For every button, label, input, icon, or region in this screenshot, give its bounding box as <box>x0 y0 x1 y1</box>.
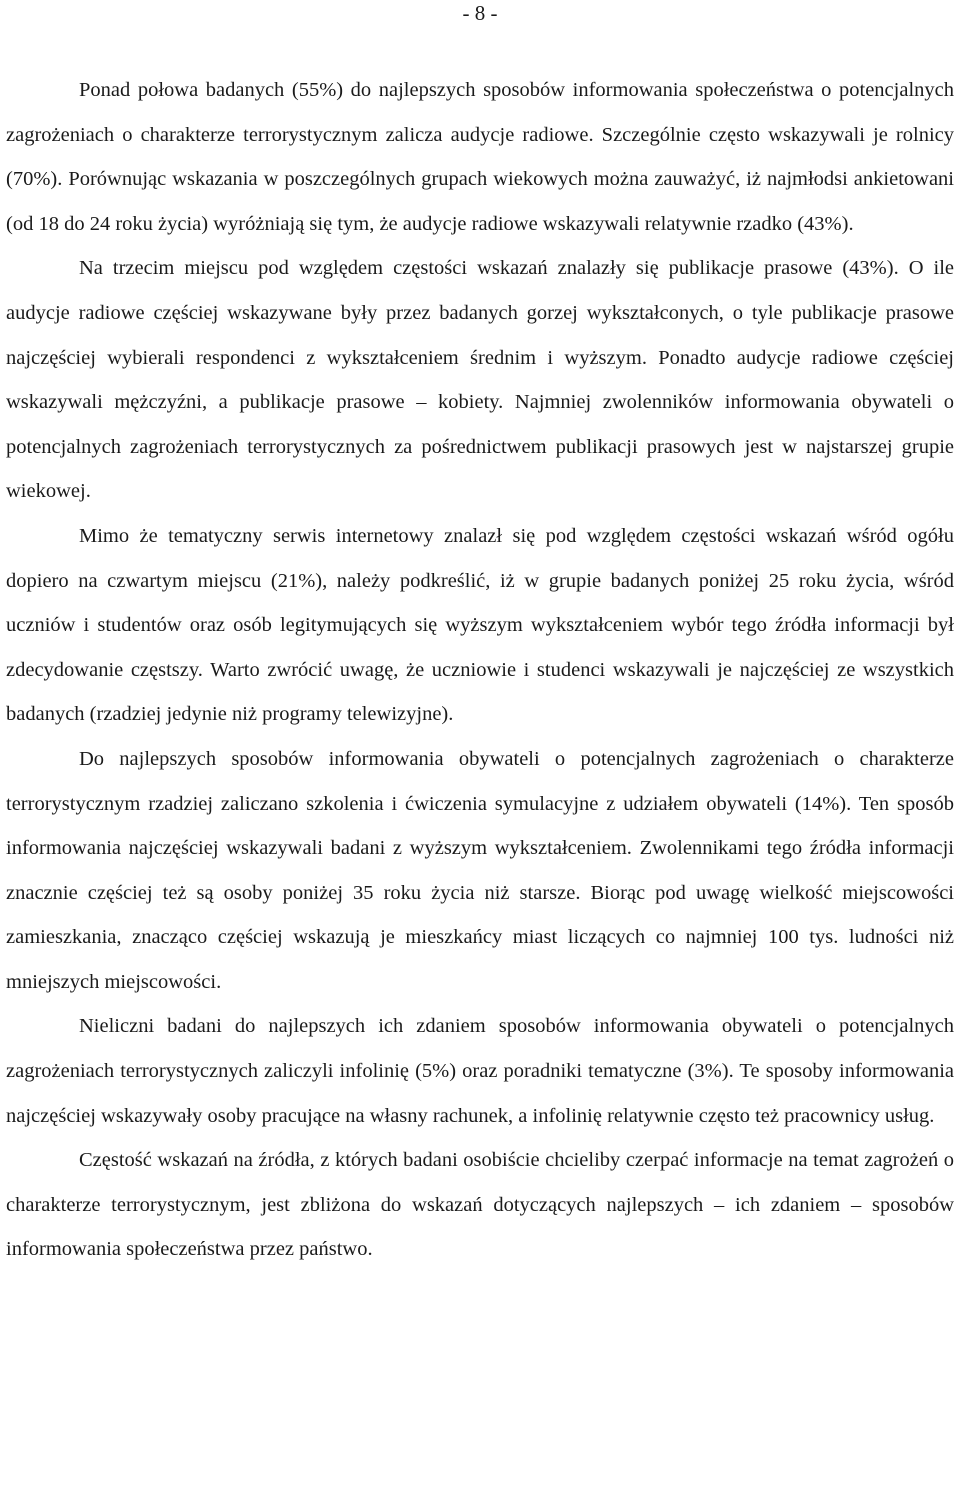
paragraph-internet: Mimo że tematyczny serwis internetowy znalazł się pod względem częstości wskazań wśród ogółu dopiero na czwartym miejscu (21%), należy podkreślić, iż w grupie badanych poniżej 25 roku życia, wśród uczniów i studentów oraz osób legitymujących się wyższym wykształceniem wybór tego źródła informacji był zdecydowanie częstszy. Warto zwrócić uwagę, że uczniowie i studenci wskazywali je najczęściej ze wszystkich badanych (rzadziej jedynie niż programy telewizyjne). <box>6 524 954 726</box>
document-body <box>6 68 954 1272</box>
paragraph-sources: Częstość wskazań na źródła, z których badani osobiście chcieliby czerpać informacje na temat zagrożeń o charakterze terrorystycznym, jest zbliżona do wskazań dotyczących najlepszych – ich zdaniem – sposobów informowania społeczeństwa przez państwo. <box>6 1149 954 1261</box>
paragraph-radio: Ponad połowa badanych (55%) do najlepszych sposobów informowania społeczeństwa o potencjalnych zagrożeniach o charakterze terrorystycznym zalicza audycje radiowe. Szczególnie często wskazywali je rolnicy (70%). Porównując wskazania w poszczególnych grupach wiekowych można zauważyć, iż najmłodsi ankietowani (od 18 do 24 roku życia) wyróżniają się tym, że audycje radiowe wskazywali relatywnie rzadko (43%). <box>6 79 954 235</box>
page-number: - 8 - <box>462 1 498 25</box>
paragraph-training: Do najlepszych sposobów informowania obywateli o potencjalnych zagrożeniach o charakterze terrorystycznym rzadziej zaliczano szkolenia i ćwiczenia symulacyjne z udziałem obywateli (14%). Ten sposób informowania najczęściej wskazywali badani z wyższym wykształceniem. Zwolennikami tego źródła informacji znacznie częściej też są osoby poniżej 35 roku życia niż starsze. Biorąc pod uwagę wielkość miejscowości zamieszkania, znacząco częściej wskazują je mieszkańcy miast liczących co najmniej 100 tys. ludności niż mniejszych miejscowości. <box>6 747 954 993</box>
paragraph-hotline: Nieliczni badani do najlepszych ich zdaniem sposobów informowania obywateli o potencjalnych zagrożeniach terrorystycznych zaliczyli infolinię (5%) oraz poradniki tematyczne (3%). Te sposoby informowania najczęściej wskazywały osoby pracujące na własny rachunek, a infolinię relatywnie często też pracownicy usług. <box>6 1015 954 1127</box>
paragraph-press: Na trzecim miejscu pod względem częstości wskazań znalazły się publikacje prasowe (43%). O ile audycje radiowe częściej wskazywane były przez badanych gorzej wykształconych, o tyle publikacje prasowe najczęściej wybierali respondenci z wykształceniem średnim i wyższym. Ponadto audycje radiowe częściej wskazywali mężczyźni, a publikacje prasowe – kobiety. Najmniej zwolenników informowania obywateli o potencjalnych zagrożeniach terrorystycznych za pośrednictwem publikacji prasowych jest w najstarszej grupie wiekowej. <box>6 257 954 503</box>
